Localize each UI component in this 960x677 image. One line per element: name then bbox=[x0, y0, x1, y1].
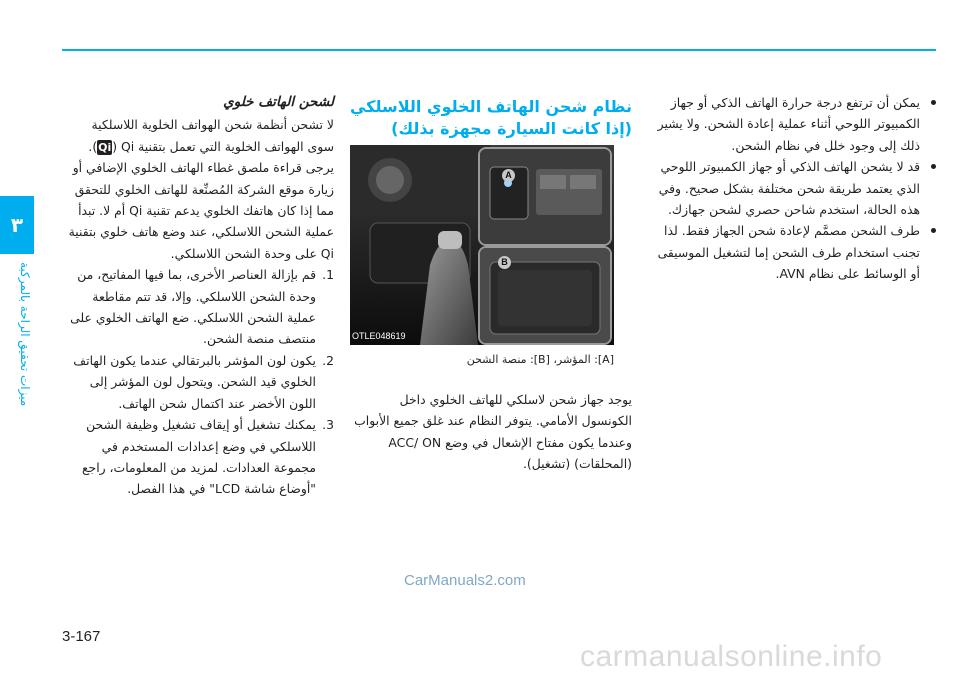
left-intro3: تبدأ عملية الشحن اللاسلكي، عند وضع هاتف خلوي بتقنية Qi على وحدة الشحن اللاسلكي. bbox=[68, 203, 334, 261]
indicator-inset bbox=[478, 147, 612, 246]
note-text: يمكن أن ترتفع درجة حرارة الهاتف الذكي أو جهاز الكمبيوتر اللوحي أثناء عملية إعادة الشحن. ولا يشير ذلك إلى وجود خلل في نظام الشحن. bbox=[657, 95, 920, 153]
section-title: نظام شحن الهاتف الخلوي اللاسلكي (إذا كانت السيارة مجهزة بذلك) bbox=[349, 97, 632, 138]
top-rule bbox=[62, 49, 936, 51]
left-intro-text: لا تشحن أنظمة شحن الهواتف الخلوية اللاسلكية سوى الهواتف الخلوية التي تعمل بتقنية Qi ( bbox=[91, 117, 334, 154]
figure-code: OTLE048619 bbox=[352, 331, 406, 341]
step-text: قم بإزالة العناصر الأخرى، بما فيها المفاتيح، من وحدة الشحن اللاسلكي. وإلا، قد تتم مقاطعة عملية الشحن اللاسلكي. ضع الهاتف الخلوي على منتصف منصة الشحن. bbox=[70, 267, 316, 347]
list-item bbox=[648, 156, 938, 220]
watermark-link[interactable]: CarManuals2.com bbox=[404, 572, 526, 589]
figure-caption: [A]: المؤشر، [B]: منصة الشحن bbox=[466, 353, 614, 366]
left-intro bbox=[62, 114, 334, 264]
bullet-icon bbox=[931, 100, 936, 105]
list-item bbox=[62, 350, 334, 414]
note-text: طرف الشحن مصمَّم لإعادة شحن الجهاز فقط. لذا تجنب استخدام طرف الشحن إما لتشغيل الموسيقى أو الوسائط على نظام AVN. bbox=[657, 223, 920, 282]
chapter-tab[interactable]: ٣ bbox=[0, 196, 34, 254]
step-text: يمكنك تشغيل أو إيقاف تشغيل وظيفة الشحن اللاسلكي في وضع إعدادات المستخدم في مجموعة العدادات. لمزيد من المعلومات، راجع "أوضاع شاشة LCD" في هذا الفصل. bbox=[81, 417, 316, 497]
right-column bbox=[648, 92, 938, 285]
steps-list bbox=[62, 264, 334, 499]
middle-body: يوجد جهاز شحن لاسلكي للهاتف الخلوي داخل الكونسول الأمامي. يتوفر النظام عند غلق جميع الأبواب وعندما يكون مفتاح الإشعال في وضع ACC/ ON (المحلقات) (تشغيل). bbox=[354, 392, 632, 472]
pad-inset bbox=[478, 246, 612, 345]
qi-icon: Qi bbox=[98, 140, 112, 154]
list-item bbox=[648, 220, 938, 284]
indicator-badge-a: A bbox=[502, 169, 515, 182]
step-text: يكون لون المؤشر بالبرتقالي عندما يكون الهاتف الخلوي قيد الشحن. ويتحول لون المؤشر إلى اللون الأخضر عند اكتمال شحن الهاتف. bbox=[73, 352, 316, 411]
step-number: 2. bbox=[322, 352, 334, 368]
bullet-icon bbox=[931, 228, 936, 233]
left-intro2: يرجى قراءة ملصق غطاء الهاتف الخلوي الإضافي أو زيارة موقع الشركة المُصنِّعة للهاتف الخلوي للتحقق مما إذا كان هاتفك الخلوي يدعم تقنية Qi أم لا. bbox=[72, 160, 334, 219]
list-item bbox=[62, 414, 334, 500]
notes-list bbox=[648, 92, 938, 285]
left-heading: لشحن الهاتف خلوي bbox=[223, 94, 334, 110]
list-item bbox=[62, 264, 334, 350]
indicator-illustration bbox=[480, 149, 610, 244]
page-number: 3-167 bbox=[62, 628, 101, 645]
watermark-footer: carmanualsonline.info bbox=[580, 640, 883, 673]
pad-badge-b: B bbox=[498, 256, 511, 269]
list-item bbox=[648, 92, 938, 156]
step-number: 3. bbox=[322, 417, 334, 433]
left-intro-tail: ). bbox=[88, 138, 98, 154]
left-column bbox=[62, 92, 334, 500]
chapter-label: ميزات تحقيق الراحة بالمركبة bbox=[18, 262, 32, 407]
charging-pad-figure bbox=[350, 145, 614, 345]
step-number: 1. bbox=[322, 267, 334, 283]
bullet-icon bbox=[931, 164, 936, 169]
note-text: قد لا يشحن الهاتف الذكي أو جهاز الكمبيوتر اللوحي الذي يعتمد طريقة شحن مختلفة بشكل صحيح. وفي هذه الحالة، استخدم شاحن حصري لشحن جهازك. bbox=[658, 159, 920, 218]
